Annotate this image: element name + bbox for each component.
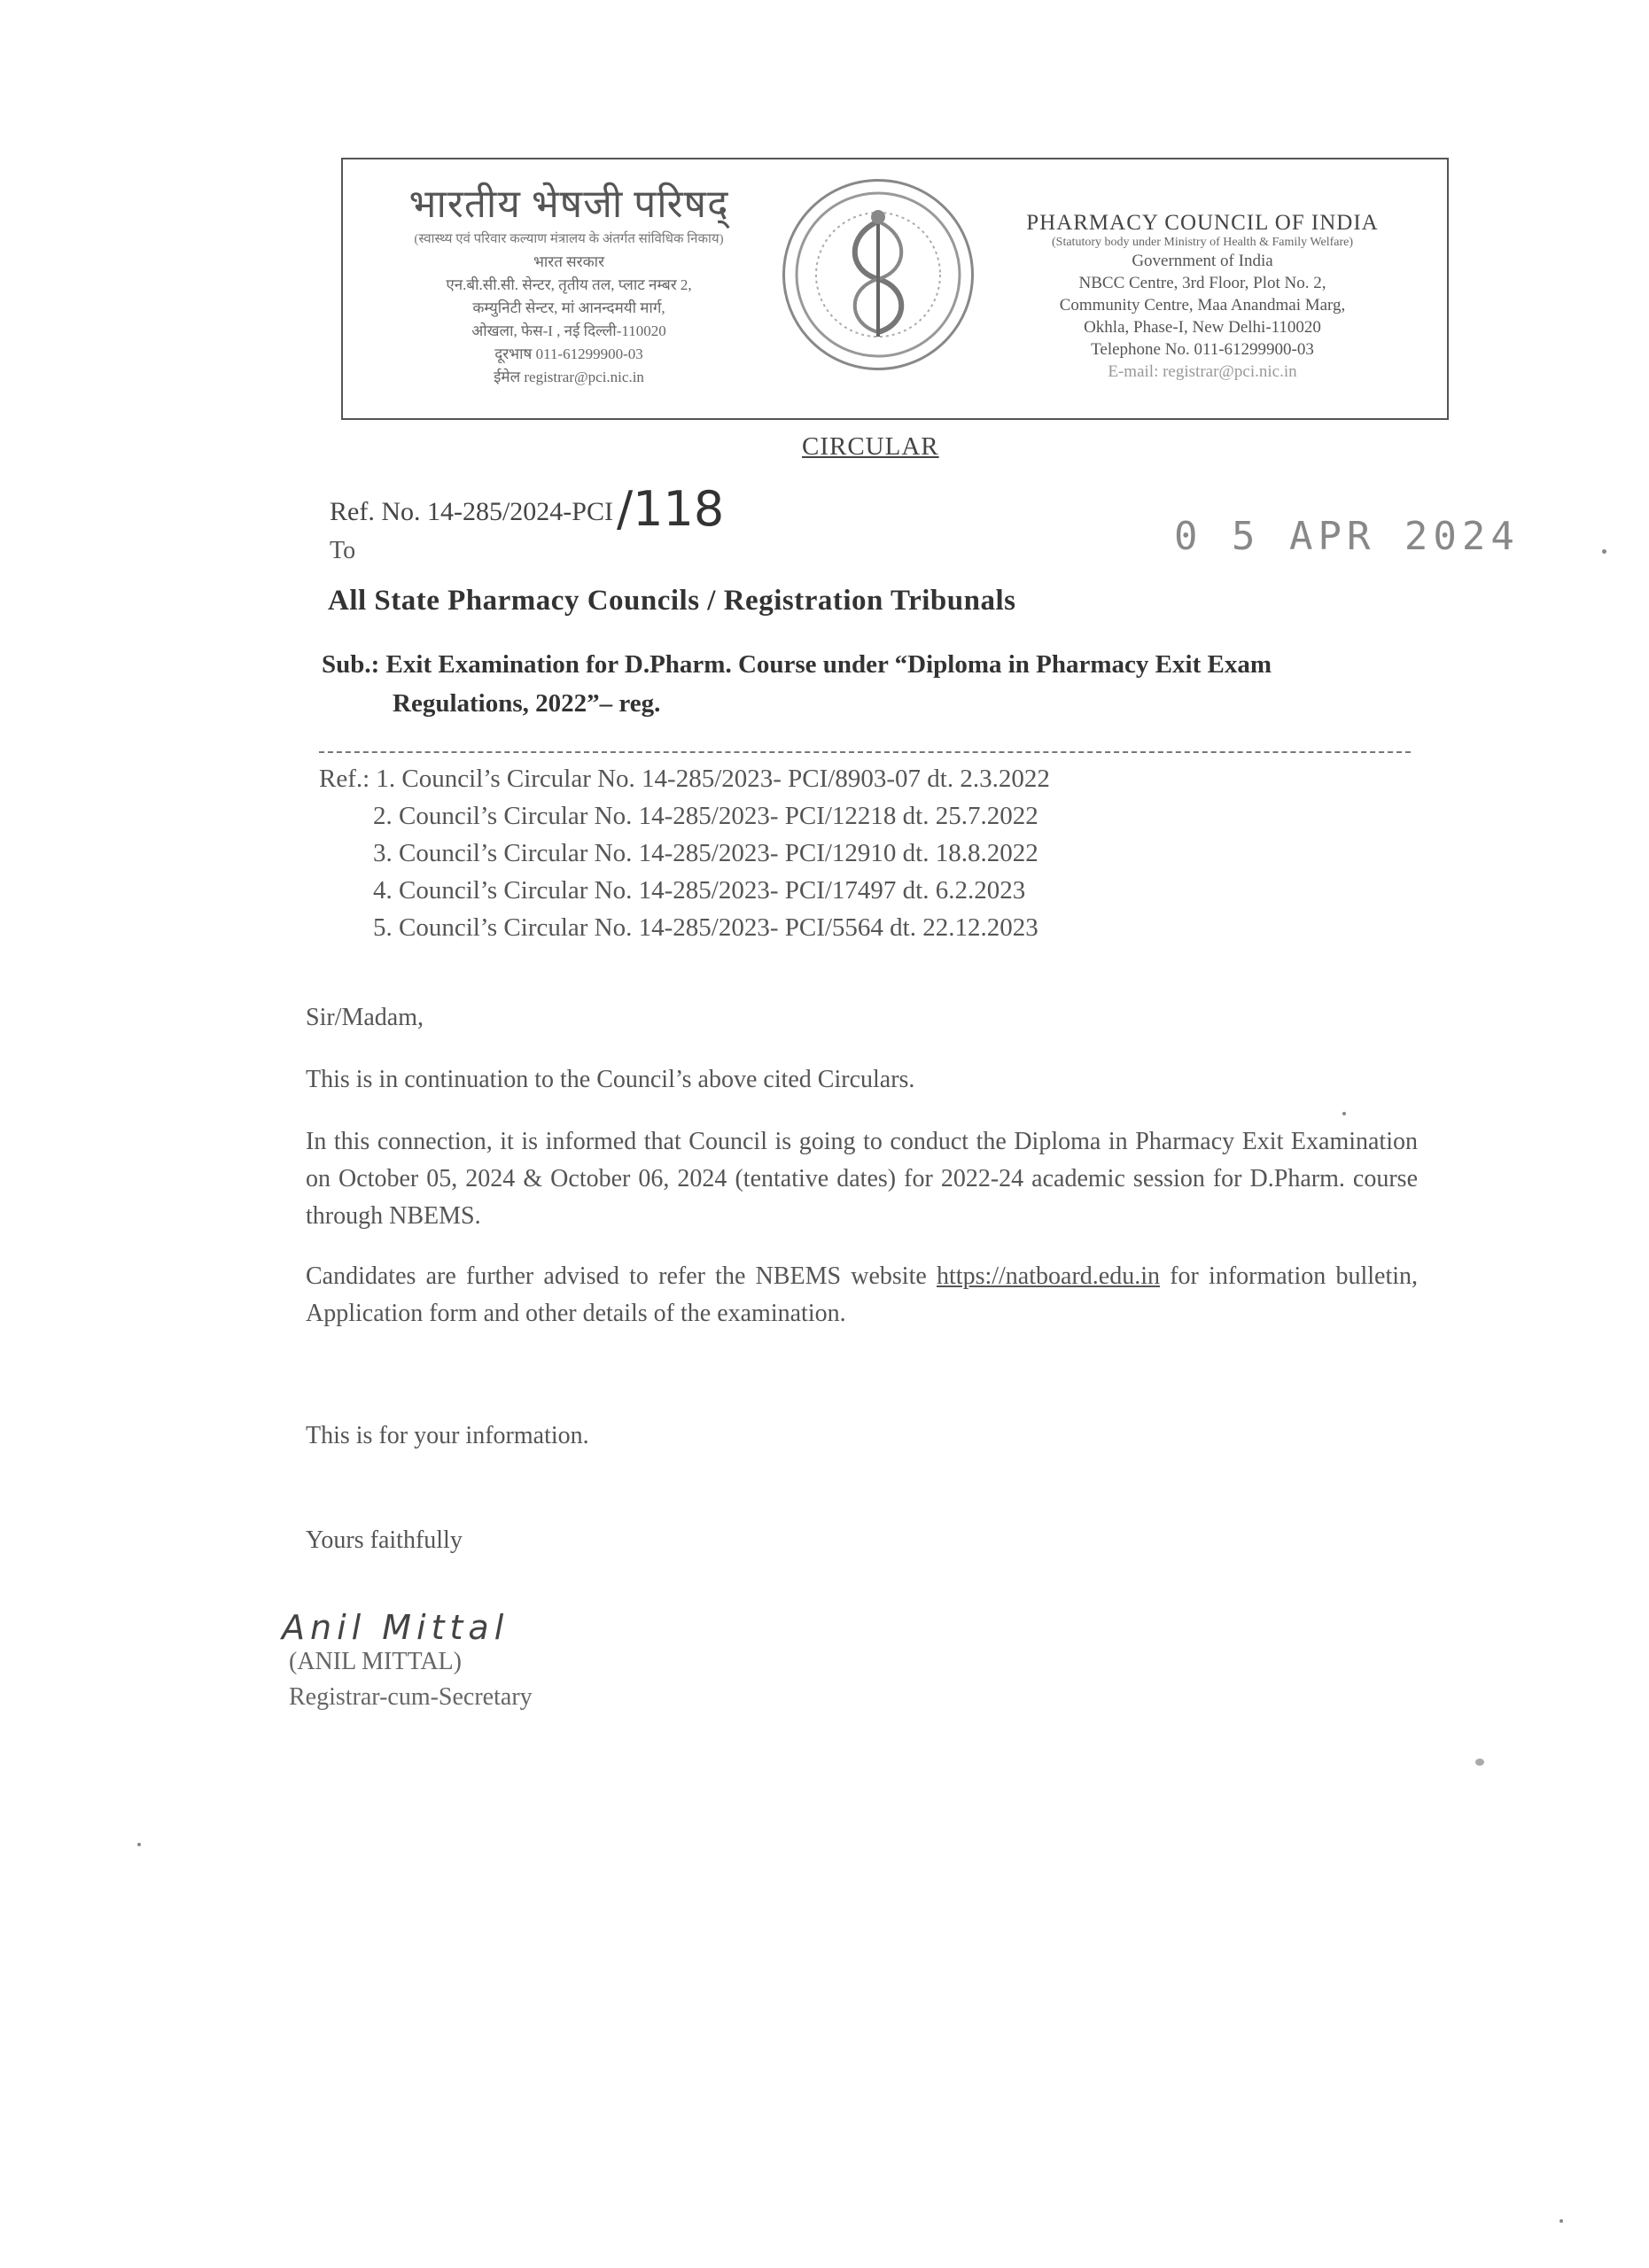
hindi-address-3: ओखला, फेस-I , नई दिल्ली-110020 bbox=[471, 322, 666, 339]
paragraph-exam-dates: In this connection, it is informed that Council is going to conduct the Diploma in Pharmacy Exit Examination on October 05, 2024 & October 06, 2024 (tentative dates) for 2022-24 academic session for D.Pharm. course through NBEMS. bbox=[306, 1128, 1418, 1230]
reference-item: 4. Council’s Circular No. 14-285/2023- PCI/17497 dt. 6.2.2023 bbox=[373, 876, 1026, 905]
hindi-govt: भारत सरकार bbox=[533, 253, 605, 270]
english-email: E-mail: registrar@pci.nic.in bbox=[1108, 362, 1297, 381]
hindi-org-name: भारतीय भेषजी परिषद् bbox=[408, 183, 729, 226]
website-text-before: Candidates are further advised to refer the NBEMS website bbox=[306, 1262, 937, 1290]
paragraph-information: This is for your information. bbox=[306, 1422, 589, 1449]
reference-number bbox=[330, 481, 724, 537]
signatory-title: Registrar-cum-Secretary bbox=[289, 1683, 533, 1711]
closing: Yours faithfully bbox=[306, 1526, 463, 1554]
english-address-2: Community Centre, Maa Anandmai Marg, bbox=[1059, 296, 1346, 315]
paragraph-website bbox=[306, 1258, 1418, 1332]
signatory-name: (ANIL MITTAL) bbox=[289, 1648, 462, 1675]
website-text-after: for information bulletin, Application form and other details of the examination. bbox=[306, 1262, 1419, 1327]
reference-item: Ref.: 1. Council’s Circular No. 14-285/2023- PCI/8903-07 dt. 2.3.2022 bbox=[319, 765, 1050, 793]
english-body-line: (Statutory body under Ministry of Health & Family Welfare) bbox=[1052, 236, 1353, 249]
date-stamp: 0 5 APR 2024 bbox=[1174, 514, 1520, 559]
divider bbox=[319, 751, 1411, 753]
hindi-email: ईमेल registrar@pci.nic.in bbox=[494, 369, 644, 385]
ref-number-text: Ref. No. 14-285/2024-PCI bbox=[330, 497, 613, 526]
english-phone: Telephone No. 011-61299900-03 bbox=[1091, 340, 1314, 359]
hindi-phone: दूरभाष 011-61299900-03 bbox=[494, 346, 643, 362]
english-address-3: Okhla, Phase-I, New Delhi-110020 bbox=[1084, 318, 1321, 337]
reference-item: 5. Council’s Circular No. 14-285/2023- PCI/5564 dt. 22.12.2023 bbox=[373, 913, 1038, 942]
signatory-block bbox=[289, 1644, 533, 1715]
scan-speck bbox=[1475, 1759, 1484, 1766]
subject-line-1: Sub.: Exit Examination for D.Pharm. Course under “Diploma in Pharmacy Exit Exam bbox=[322, 650, 1272, 679]
to-label: To bbox=[330, 537, 356, 564]
english-govt: Government of India bbox=[1132, 252, 1273, 270]
paragraph-continuation: This is in continuation to the Council’s above cited Circulars. bbox=[306, 1066, 915, 1093]
english-org-name: PHARMACY COUNCIL OF INDIA bbox=[1026, 211, 1379, 235]
nbems-website-link[interactable]: https://natboard.edu.in bbox=[937, 1262, 1160, 1290]
letterhead-hindi-block bbox=[361, 175, 777, 389]
references-list bbox=[319, 760, 1050, 946]
subject-line-2: Regulations, 2022”– reg. bbox=[393, 689, 661, 718]
hindi-body-line: (स्वास्थ्य एवं परिवार कल्याण मंत्रालय के अंतर्गत सांविधिक निकाय) bbox=[414, 232, 724, 246]
english-address-1: NBCC Centre, 3rd Floor, Plot No. 2, bbox=[1078, 274, 1326, 292]
reference-item: 3. Council’s Circular No. 14-285/2023- PCI/12910 dt. 18.8.2022 bbox=[373, 839, 1038, 867]
addressee: All State Pharmacy Councils / Registration Tribunals bbox=[328, 585, 1016, 617]
scan-speck bbox=[1602, 549, 1606, 554]
ref-handwritten-number: /118 bbox=[616, 481, 725, 537]
circular-title: CIRCULAR bbox=[802, 432, 939, 461]
subject bbox=[322, 645, 1412, 723]
hindi-address-2: कम्युनिटी सेन्टर, मां आनन्दमयी मार्ग, bbox=[472, 299, 665, 316]
letterhead bbox=[341, 158, 1449, 420]
reference-item: 2. Council’s Circular No. 14-285/2023- PCI/12218 dt. 25.7.2022 bbox=[373, 802, 1038, 830]
handwritten-signature: Anil Mittal bbox=[282, 1608, 509, 1647]
salutation: Sir/Madam, bbox=[306, 1004, 424, 1031]
hindi-address-1: एन.बी.सी.सी. सेन्टर, तृतीय तल, प्लाट नम्बर 2, bbox=[446, 276, 692, 293]
scan-speck bbox=[1342, 1112, 1346, 1115]
council-emblem-icon bbox=[782, 179, 974, 370]
letterhead-english-block bbox=[972, 211, 1433, 383]
scan-speck bbox=[1560, 2219, 1563, 2223]
scan-speck bbox=[137, 1843, 141, 1846]
